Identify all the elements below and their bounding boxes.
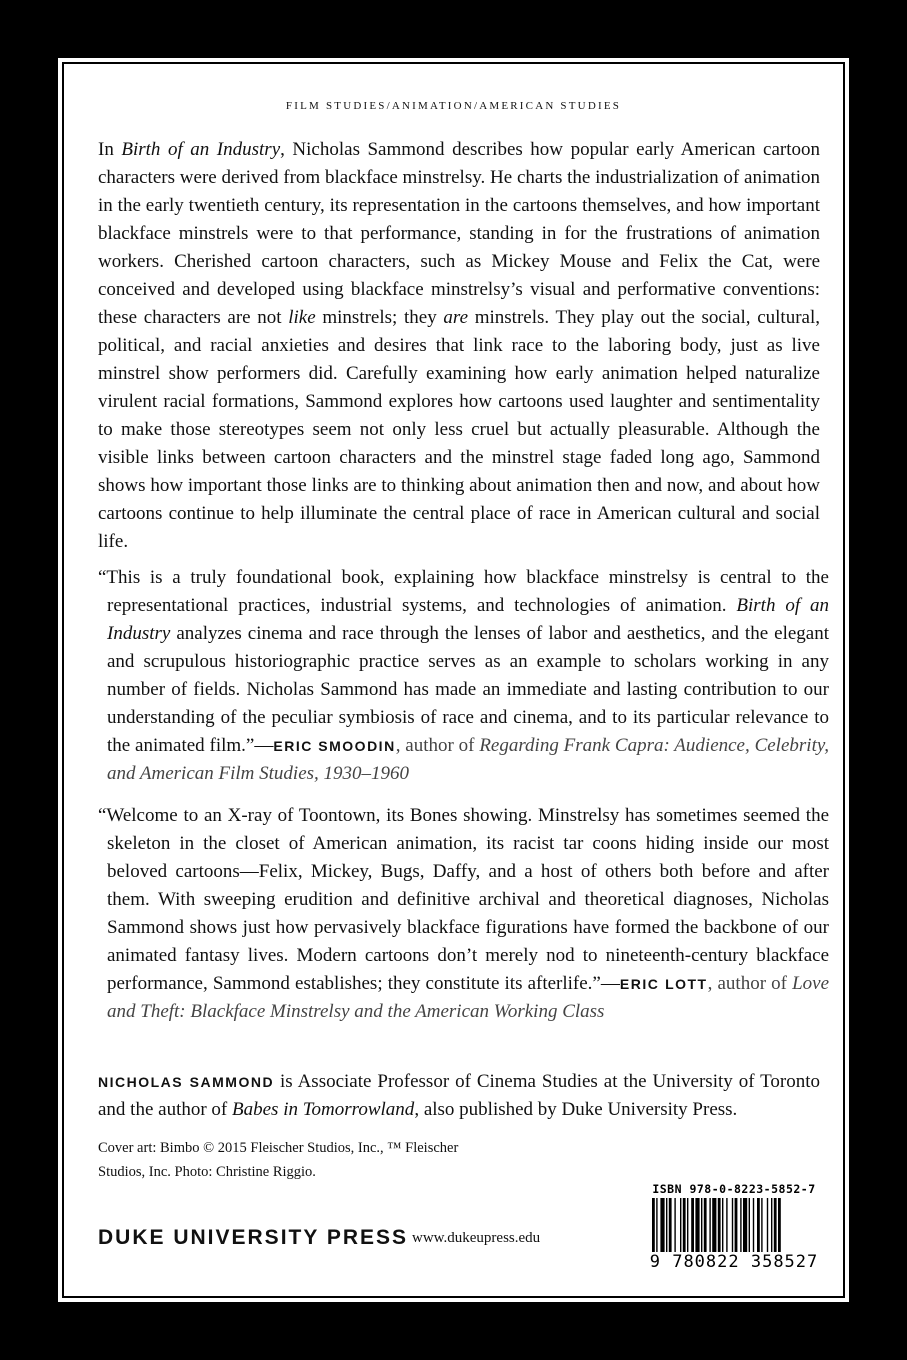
barcode-bar: [732, 1198, 733, 1256]
barcode-bar: [774, 1198, 777, 1256]
barcode-bar: [757, 1198, 760, 1256]
book-description: In Birth of an Industry, Nicholas Sammond describes how popular early American cartoon characters were derived from blackface minstrelsy. He charts the industrialization of animation in the early twentieth century, its representation in the cartoons themselves, and how important blackface minstrels were to that performance, standing in for the frustrations of animation workers. Cherished cartoon characters, such as Mickey Mouse and Felix the Cat, were conceived and developed using blackface minstrelsy’s visual and performative conventions: these characters are not like minstrels; they are minstrels. They play out the social, cultural, political, and racial anxieties and desires that link race to the laboring body, just as live minstrel show performers did. Carefully examining how early animation helped naturalize virulent racial formations, Sammond explores how cartoons used laughter and sentimentality to make those stereotypes seem not only less cruel but actually pleasurable. Although the visible links between cartoon characters and the minstrel stage faded long ago, Sammond shows how important those links are to thinking about animation then and now, and about how cartoons continue to help illuminate the central place of race in American cultural and social life.: [98, 139, 821, 552]
endorser-name: ERIC SMOODIN: [273, 738, 396, 754]
barcode-bar: [740, 1198, 741, 1256]
barcode-bar: [656, 1198, 657, 1256]
endorser-book: Love and Theft: Blackface Minstrelsy and the American Working Class: [107, 973, 829, 1022]
barcode-bar: [722, 1198, 723, 1256]
barcode-bar: [680, 1198, 681, 1256]
endorsement-smoodin: “This is a truly foundational book, explaining how blackface minstrelsy is central to the representational practices, industrial systems, and technologies of animation. Birth of an Industry analyzes cinema and race through the lenses of labor and aesthetics, and the elegant and scrupulous historiographic practice serves as an example to scholars working in any number of fields. Nicholas Sammond has made an immediate and lasting contribution to our understanding of the peculiar symbiosis of race and cinema, and to its particular relevance to the animated film.”—ERIC SMOODIN, author of Regarding Frank Capra: Audience, Celebrity, and American Film Studies, 1930–1960: [98, 567, 829, 784]
barcode-bar: [704, 1198, 707, 1256]
barcode-bar: [652, 1198, 655, 1256]
category-label: FILM STUDIES/ANIMATION/AMERICAN STUDIES: [285, 100, 622, 112]
barcode-bar: [761, 1198, 762, 1256]
cover-credits: Cover art: Bimbo © 2015 Fleischer Studios, Inc., ™ Fleischer Studios, Inc. Photo: Christine Riggio.: [98, 1140, 459, 1180]
barcode-bar: [771, 1198, 772, 1256]
barcode-bar: [666, 1198, 667, 1256]
barcode-bar: [674, 1198, 675, 1256]
barcode-bar: [683, 1198, 686, 1256]
barcode-bar: [712, 1198, 716, 1256]
isbn-digits: 9 780822 358527: [646, 1252, 822, 1272]
barcode-bar: [753, 1198, 754, 1256]
isbn-label: ISBN 978-0-8223-5852-7: [652, 1182, 816, 1196]
endorsement-lott: “Welcome to an X-ray of Toontown, its Bones showing. Minstrelsy has sometimes seemed the skeleton in the closet of American animation, its racist tar coons hiding inside our most beloved cartoons—Felix, Mickey, Bugs, Daffy, and a host of others both before and after them. With sweeping erudition and definitive archival and theoretical diagnoses, Nicholas Sammond shows just how pervasively blackface figurations have formed the backbone of our animated fantasy lives. Modern cartoons don’t merely nod to nineteenth-century blackface performance, Sammond establishes; they constitute its afterlife.”—ERIC LOTT, author of Love and Theft: Blackface Minstrelsy and the American Working Class: [98, 805, 829, 1022]
author-name: NICHOLAS SAMMOND: [98, 1074, 275, 1090]
publisher-url: www.dukeupress.edu: [412, 1230, 541, 1246]
barcode-bar: [735, 1198, 738, 1256]
barcode-bar: [687, 1198, 688, 1256]
publisher-name: DUKE UNIVERSITY PRESS: [98, 1226, 409, 1249]
author-bio: NICHOLAS SAMMOND is Associate Professor of Cinema Studies at the University of Toronto and the author of Babes in Tomorrowland, also published by Duke University Press.: [98, 1071, 821, 1120]
description-title: Birth of an Industry: [121, 139, 281, 160]
endorser-name: ERIC LOTT: [619, 976, 708, 992]
barcode-bar: [660, 1198, 664, 1256]
barcode-bar: [767, 1198, 768, 1256]
barcode-bar: [726, 1198, 727, 1256]
barcode-bar: [718, 1198, 721, 1256]
barcode-bar: [778, 1198, 781, 1256]
barcode-bar: [695, 1198, 699, 1256]
endorser-book: Regarding Frank Capra: Audience, Celebrity, and American Film Studies, 1930–1960: [107, 735, 829, 784]
barcode-icon: [652, 1198, 816, 1256]
barcode-bar: [709, 1198, 710, 1256]
barcode-bar: [701, 1198, 702, 1256]
barcode-bar: [669, 1198, 672, 1256]
barcode-bar: [749, 1198, 750, 1256]
barcode-bar: [743, 1198, 747, 1256]
barcode-bar: [691, 1198, 694, 1256]
